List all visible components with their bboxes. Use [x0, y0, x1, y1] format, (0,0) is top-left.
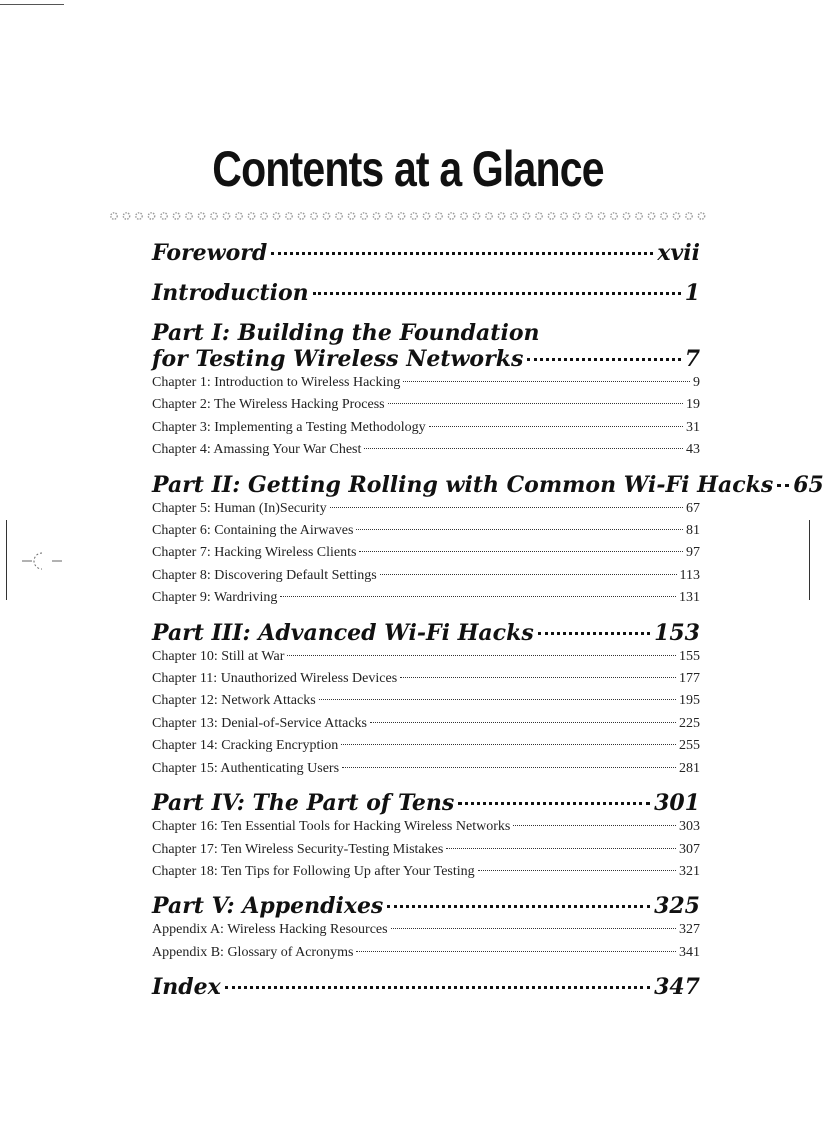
toc-chapter-row[interactable]	[152, 713, 700, 735]
decorative-dot	[648, 213, 654, 219]
toc-chapter-row[interactable]	[152, 520, 700, 542]
decorative-dot	[111, 213, 117, 219]
toc-chapter-page: 255	[679, 738, 700, 754]
toc-part-4-chapters	[152, 816, 700, 883]
leader-dots	[527, 358, 680, 361]
toc-part-3[interactable]	[152, 620, 700, 646]
registration-mark-icon	[22, 548, 62, 574]
toc-chapter-page: 9	[693, 375, 700, 390]
toc-chapter-row[interactable]	[152, 919, 700, 941]
decorative-dot	[536, 213, 542, 219]
decorative-dot	[436, 213, 442, 219]
leader-dots	[330, 507, 683, 508]
toc-chapter-label: Chapter 4: Amassing Your War Chest	[152, 442, 362, 458]
decorative-dot	[348, 213, 354, 219]
toc-chapter-row[interactable]	[152, 439, 700, 461]
toc-chapter-page: 67	[686, 500, 700, 516]
toc-part-3-label: Part III: Advanced Wi-Fi Hacks	[152, 619, 534, 646]
toc-chapter-page: 281	[679, 760, 700, 776]
decorative-dot	[186, 213, 192, 219]
decorative-dot	[661, 213, 667, 219]
decorative-dot	[136, 213, 142, 219]
decorative-dot	[498, 213, 504, 219]
toc-chapter-page: 155	[679, 648, 700, 664]
leader-dots	[341, 744, 676, 745]
decorative-dot	[286, 213, 292, 219]
toc-foreword-label: Foreword	[152, 240, 268, 266]
decorative-dot	[523, 213, 529, 219]
leader-dots	[513, 825, 676, 826]
decorative-dot	[298, 213, 304, 219]
decorative-dot	[323, 213, 329, 219]
leader-dots	[271, 252, 653, 255]
toc-chapter-label: Chapter 5: Human (In)Security	[152, 500, 327, 516]
decorative-dot	[161, 213, 167, 219]
decorative-dot	[373, 213, 379, 219]
decorative-dot	[411, 213, 417, 219]
toc-chapter-label: Chapter 2: The Wireless Hacking Process	[152, 397, 385, 413]
leader-dots	[391, 928, 676, 929]
leader-dots	[538, 632, 650, 635]
decorative-dot	[636, 213, 642, 219]
toc-chapter-label: Chapter 6: Containing the Airwaves	[152, 523, 354, 539]
toc-chapter-page: 327	[679, 922, 700, 938]
toc-chapter-row[interactable]	[152, 690, 700, 712]
toc-chapter-row[interactable]	[152, 646, 700, 668]
decorative-dot	[573, 213, 579, 219]
toc-index[interactable]	[152, 974, 700, 1000]
decorative-dot	[311, 213, 317, 219]
toc-index-page: 347	[654, 974, 700, 1001]
toc-part-3-page: 153	[654, 619, 700, 646]
decorative-dot	[486, 213, 492, 219]
toc-chapter-row[interactable]	[152, 942, 700, 964]
leader-dots	[313, 292, 681, 295]
decorative-dot	[473, 213, 479, 219]
decorative-dot	[461, 213, 467, 219]
decorative-dot	[698, 213, 704, 219]
leader-dots	[380, 574, 677, 575]
toc-chapter-row[interactable]	[152, 542, 700, 564]
toc-chapter-page: 177	[679, 671, 700, 687]
leader-dots	[446, 848, 676, 849]
toc-chapter-label: Chapter 12: Network Attacks	[152, 693, 316, 709]
leader-dots	[280, 596, 676, 597]
toc-chapter-page: 19	[686, 397, 700, 413]
toc-part-2-page: 65	[793, 471, 824, 498]
toc-part-5-page: 325	[654, 893, 700, 920]
toc-chapter-page: 225	[679, 715, 700, 731]
toc-part-1-chapters	[152, 372, 700, 462]
toc-chapter-row[interactable]	[152, 816, 700, 838]
toc-chapter-label: Chapter 10: Still at War	[152, 648, 285, 664]
leader-dots	[287, 655, 676, 656]
toc-chapter-row[interactable]	[152, 861, 700, 883]
decorative-dot	[561, 213, 567, 219]
toc-part-2-label: Part II: Getting Rolling with Common Wi-Fi Hacks	[152, 471, 774, 498]
leader-dots	[429, 426, 683, 427]
leader-dots	[400, 677, 676, 678]
toc-part-1[interactable]	[152, 320, 700, 372]
toc-introduction-label: Introduction	[152, 280, 309, 306]
toc-chapter-label: Chapter 17: Ten Wireless Security-Testing Mistakes	[152, 841, 444, 857]
toc-index-label: Index	[152, 974, 221, 1001]
toc-chapter-label: Chapter 16: Ten Essential Tools for Hacking Wireless Networks	[152, 819, 511, 835]
toc-chapter-page: 303	[679, 819, 700, 835]
decorative-dot	[248, 213, 254, 219]
toc-chapter-row[interactable]	[152, 587, 700, 609]
toc-chapter-row[interactable]	[152, 417, 700, 439]
leader-dots	[387, 905, 650, 908]
decorative-dot	[148, 213, 154, 219]
leader-dots	[388, 403, 683, 404]
toc-introduction-page: 1	[684, 280, 700, 306]
decorative-dot	[511, 213, 517, 219]
toc-part-3-chapters	[152, 646, 700, 780]
decorative-dot	[398, 213, 404, 219]
crop-mark-left	[6, 520, 7, 600]
toc-part-1-label-line1: Part I: Building the Foundation	[152, 320, 540, 346]
decorative-dot	[123, 213, 129, 219]
toc-chapter-page: 81	[686, 523, 700, 539]
toc-part-5-chapters	[152, 919, 700, 964]
toc-part-1-label-line2: for Testing Wireless Networks	[152, 346, 524, 372]
toc-part-2[interactable]	[152, 471, 824, 498]
leader-dots	[319, 699, 676, 700]
toc-chapter-page: 307	[679, 841, 700, 857]
table-of-contents	[152, 240, 824, 1001]
decorative-dot	[336, 213, 342, 219]
toc-chapter-row[interactable]	[152, 565, 700, 587]
decorative-dot	[198, 213, 204, 219]
leader-dots	[356, 529, 683, 530]
toc-chapter-page: 341	[679, 944, 700, 960]
toc-chapter-page: 113	[679, 567, 700, 583]
decorative-dot	[361, 213, 367, 219]
decorative-dot	[423, 213, 429, 219]
toc-chapter-row[interactable]	[152, 735, 700, 757]
toc-chapter-label: Chapter 7: Hacking Wireless Clients	[152, 545, 357, 561]
crop-line-top	[0, 4, 64, 5]
toc-chapter-row[interactable]	[152, 372, 700, 394]
toc-chapter-page: 195	[679, 693, 700, 709]
toc-chapter-page: 31	[686, 419, 700, 435]
decorative-dot	[273, 213, 279, 219]
toc-chapter-row[interactable]	[152, 839, 700, 861]
decorative-dot	[598, 213, 604, 219]
leader-dots	[364, 448, 683, 449]
leader-dots	[403, 381, 690, 382]
toc-part-4-page: 301	[654, 790, 700, 817]
toc-chapter-label: Chapter 13: Denial-of-Service Attacks	[152, 715, 367, 731]
decorative-dot	[686, 213, 692, 219]
toc-chapter-label: Chapter 9: Wardriving	[152, 590, 278, 606]
toc-part-2-chapters	[152, 498, 700, 610]
toc-chapter-row[interactable]	[152, 394, 700, 416]
decorative-dot-rule	[108, 206, 708, 226]
leader-dots	[478, 870, 676, 871]
toc-part-4-label: Part IV: The Part of Tens	[152, 790, 455, 817]
toc-foreword-page: xvii	[657, 240, 700, 266]
toc-chapter-label: Chapter 18: Ten Tips for Following Up after Your Testing	[152, 863, 475, 879]
toc-part-1-page: 7	[684, 346, 700, 372]
toc-chapter-row[interactable]	[152, 668, 700, 690]
leader-dots	[225, 986, 650, 989]
decorative-dot	[223, 213, 229, 219]
toc-chapter-label: Chapter 8: Discovering Default Settings	[152, 567, 377, 583]
page-title: Contents at a Glance	[212, 141, 604, 197]
leader-dots	[370, 722, 676, 723]
toc-chapter-label: Chapter 11: Unauthorized Wireless Devices	[152, 671, 398, 687]
leader-dots	[359, 551, 683, 552]
decorative-dot	[611, 213, 617, 219]
toc-part-5-label: Part V: Appendixes	[152, 893, 384, 920]
toc-chapter-page: 43	[686, 442, 700, 458]
toc-chapter-label: Chapter 3: Implementing a Testing Methodology	[152, 419, 426, 435]
decorative-dot	[173, 213, 179, 219]
leader-dots	[356, 951, 676, 952]
decorative-dot	[673, 213, 679, 219]
leader-dots	[777, 484, 789, 487]
toc-part-5[interactable]	[152, 893, 700, 919]
decorative-dot	[386, 213, 392, 219]
toc-introduction[interactable]	[152, 280, 700, 306]
toc-chapter-label: Appendix B: Glossary of Acronyms	[152, 944, 354, 960]
toc-part-4[interactable]	[152, 790, 700, 816]
decorative-dot	[548, 213, 554, 219]
toc-chapter-page: 321	[679, 863, 700, 879]
toc-chapter-row[interactable]	[152, 498, 700, 520]
toc-chapter-page: 97	[686, 545, 700, 561]
decorative-dot	[261, 213, 267, 219]
toc-chapter-page: 131	[679, 590, 700, 606]
decorative-dot	[211, 213, 217, 219]
toc-chapter-label: Chapter 14: Cracking Encryption	[152, 738, 339, 754]
toc-foreword[interactable]	[152, 240, 700, 266]
decorative-dot	[448, 213, 454, 219]
crop-mark-right	[809, 520, 810, 600]
decorative-dot	[586, 213, 592, 219]
decorative-dot	[623, 213, 629, 219]
toc-chapter-label: Appendix A: Wireless Hacking Resources	[152, 922, 388, 938]
leader-dots	[342, 767, 676, 768]
toc-chapter-row[interactable]	[152, 758, 700, 780]
toc-chapter-label: Chapter 1: Introduction to Wireless Hacking	[152, 375, 401, 390]
decorative-dot	[236, 213, 242, 219]
toc-chapter-label: Chapter 15: Authenticating Users	[152, 760, 340, 776]
leader-dots	[458, 802, 650, 805]
